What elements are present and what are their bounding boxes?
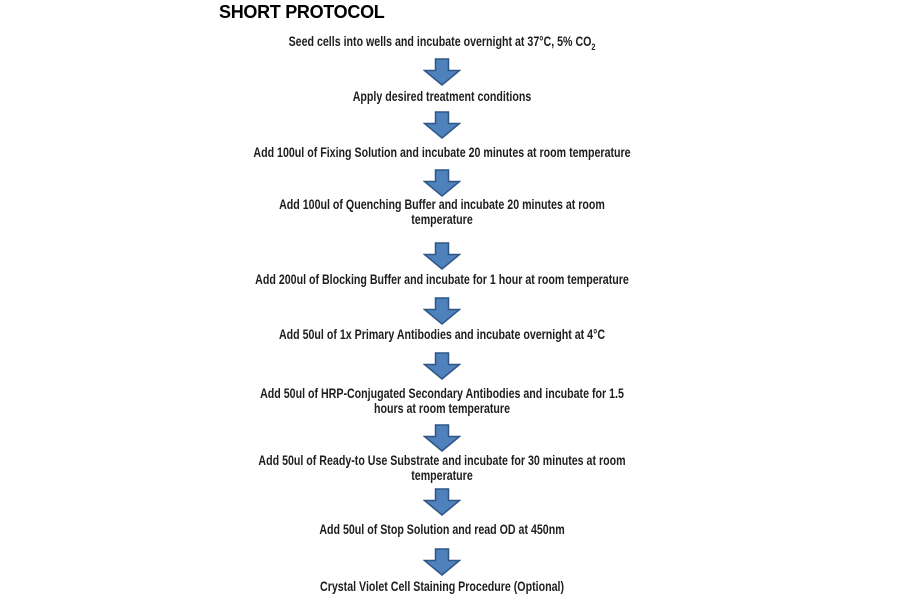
step-text: hours at room temperature — [374, 400, 510, 416]
protocol-step-8 — [106, 453, 778, 483]
step-text-line — [106, 401, 778, 416]
step-text-line — [106, 145, 778, 160]
step-text: Add 100ul of Quenching Buffer and incubate 20 minutes at room — [279, 196, 605, 212]
step-text-line — [106, 579, 778, 594]
down-arrow-icon — [0, 58, 884, 86]
step-text: Apply desired treatment conditions — [352, 88, 532, 104]
subscript-text: 2 — [591, 41, 596, 53]
step-text-line — [106, 33, 778, 53]
protocol-step-7 — [106, 386, 778, 416]
step-text-line — [106, 386, 778, 401]
down-arrow-icon — [0, 242, 884, 270]
step-text-line — [106, 453, 778, 468]
step-text: Add 50ul of HRP-Conjugated Secondary Antibodies and incubate for 1.5 — [260, 385, 624, 401]
down-arrow-icon — [0, 169, 884, 197]
protocol-step-9 — [106, 522, 778, 537]
down-arrow-icon — [0, 488, 884, 516]
step-text-line — [106, 327, 778, 342]
protocol-step-6 — [106, 327, 778, 342]
protocol-step-3 — [106, 145, 778, 160]
step-text: temperature — [411, 467, 473, 483]
page-title: SHORT PROTOCOL — [219, 2, 385, 22]
protocol-step-4 — [106, 197, 778, 227]
protocol-step-1 — [106, 33, 778, 53]
down-arrow-icon — [0, 424, 884, 452]
step-text: Seed cells into wells and incubate overnight at 37°C, 5% CO — [288, 33, 592, 49]
step-text-line — [106, 197, 778, 212]
step-text: Add 200ul of Blocking Buffer and incubate for 1 hour at room temperature — [255, 271, 629, 287]
step-text: temperature — [411, 211, 473, 227]
step-text: Add 100ul of Fixing Solution and incubate 20 minutes at room temperature — [253, 144, 631, 160]
step-text: Add 50ul of Ready-to Use Substrate and incubate for 30 minutes at room — [258, 452, 626, 468]
down-arrow-icon — [0, 352, 884, 380]
step-text-line — [106, 212, 778, 227]
protocol-step-2 — [106, 89, 778, 104]
step-text-line — [106, 89, 778, 104]
step-text-line — [106, 272, 778, 287]
down-arrow-icon — [0, 548, 884, 576]
protocol-step-5 — [106, 272, 778, 287]
step-text: Crystal Violet Cell Staining Procedure (Optional) — [320, 578, 564, 594]
step-text: Add 50ul of 1x Primary Antibodies and incubate overnight at 4°C — [278, 326, 606, 342]
step-text-line — [106, 522, 778, 537]
protocol-step-10 — [106, 579, 778, 594]
down-arrow-icon — [0, 111, 884, 139]
step-text-line — [106, 468, 778, 483]
step-text: Add 50ul of Stop Solution and read OD at 450nm — [319, 521, 565, 537]
down-arrow-icon — [0, 297, 884, 325]
